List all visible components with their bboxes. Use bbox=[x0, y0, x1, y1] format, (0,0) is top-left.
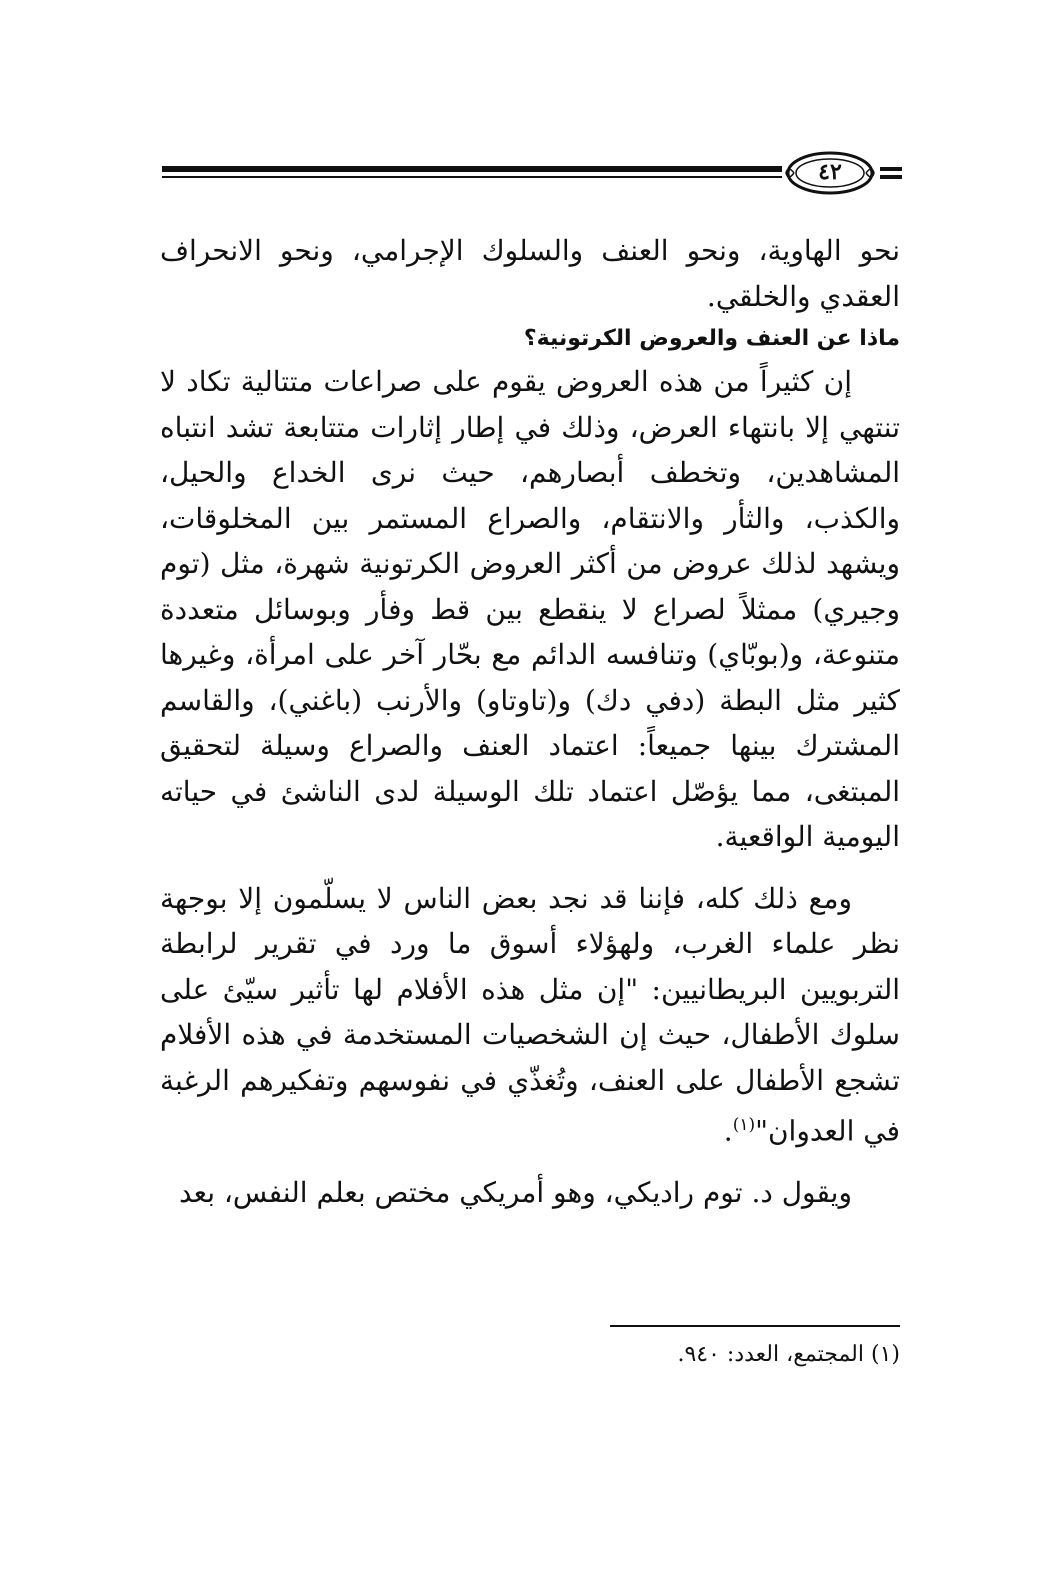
header-rule-thick bbox=[162, 166, 782, 172]
paragraph-3-text: ومع ذلك كله، فإننا قد نجد بعض الناس لا يسلّمون إلا بوجهة نظر علماء الغرب، ولهؤلاء أسوق ما ورد في تقرير لرابطة التربويين البريطانيين: "إن مثل هذه الأفلام لها تأثير سيّئ على سلوك الأطفال، حيث إن الشخصيات المستخدمة في هذه الأفلام تشجع الأطفال على العنف، وتُغذّي في نفوسهم وتفكيرهم الرغبة في العدوان" bbox=[160, 881, 900, 1148]
header-rule-thin bbox=[162, 176, 782, 178]
page-header bbox=[162, 150, 902, 196]
paragraph-3 bbox=[160, 876, 900, 1154]
footnote: (١) المجتمع، العدد: ٩٤٠. bbox=[677, 1342, 900, 1367]
header-tail-mark bbox=[880, 165, 902, 181]
footnote-reference: (١) bbox=[732, 1115, 756, 1135]
section-heading: ماذا عن العنف والعروض الكرتونية؟ bbox=[523, 326, 900, 351]
paragraph-2: إن كثيراً من هذه العروض يقوم على صراعات متتالية تكاد لا تنتهي إلا بانتهاء العرض، وذلك في إطار إثارات متتابعة تشد انتباه المشاهدين، وتخطف أبصارهم، حيث نرى الخداع والحيل، والكذب، والثأر والانتقام، والصراع المستمر بين المخلوقات، ويشهد لذلك عروض من أكثر العروض الكرتونية شهرة، مثل (توم وجيري) ممثلاً لصراع لا ينقطع بين قط وفأر وبوسائل متعددة متنوعة، و(بوبّاي) وتنافسه الدائم مع بحّار آخر على امرأة، وغيرها كثير مثل البطة (دفي دك) و(تاوتاو) والأرنب (باغني)، والقاسم المشترك بينها جميعاً: اعتماد العنف والصراع وسيلة لتحقيق المبتغى، مما يؤصّل اعتماد تلك الوسيلة لدى الناشئ في حياته اليومية الواقعية. bbox=[160, 365, 900, 853]
paragraph-4: ويقول د. توم راديكي، وهو أمريكي مختص بعلم النفس، بعد bbox=[178, 1175, 852, 1209]
footnote-separator bbox=[610, 1325, 900, 1327]
main-text bbox=[160, 228, 900, 1215]
page-number: ٤٢ bbox=[818, 159, 842, 185]
page-number-badge bbox=[784, 150, 876, 196]
paragraph-1: نحو الهاوية، ونحو العنف والسلوك الإجرامي، ونحو الانحراف العقدي والخلقي. bbox=[160, 234, 900, 313]
paragraph-3-end: . bbox=[723, 1114, 733, 1148]
header-rule bbox=[162, 162, 782, 186]
